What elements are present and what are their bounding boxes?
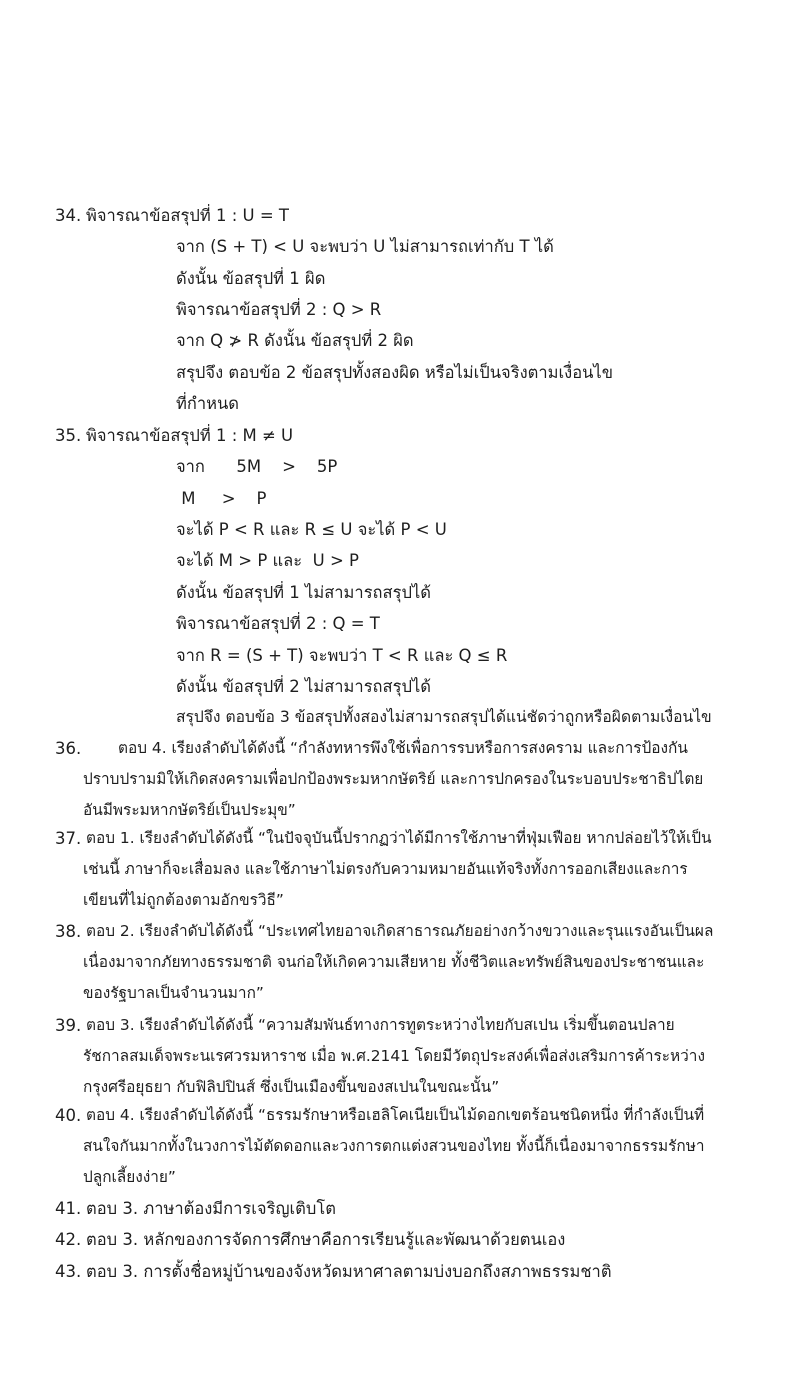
explanation-line: จาก 5M > 5P bbox=[176, 457, 338, 476]
explanation-line: จาก R = (S + T) จะพบว่า T < R และ Q ≤ R bbox=[176, 646, 508, 665]
item-answer: ตอบ 3. ภาษาต้องมีการเจริญเติบโต bbox=[86, 1199, 336, 1218]
item-answer-line bbox=[0, 1010, 800, 1041]
answer-continuation: ของรัฐบาลเป็นจำนวนมาก” bbox=[83, 984, 264, 1002]
item-answer-line bbox=[0, 733, 800, 764]
explanation-line: ดังนั้น ข้อสรุปที่ 1 ผิด bbox=[176, 269, 326, 288]
item-answer-line bbox=[0, 1100, 800, 1131]
item-answer: ตอบ 3. เรียงลำดับได้ดังนี้ “ความสัมพันธ์ทางการทูตระหว่างไทยกับสเปน เริ่มขึ้นตอนปลาย bbox=[86, 1016, 675, 1034]
item-answer: ตอบ 3. หลักของการจัดการศึกษาคือการเรียนรู้และพัฒนาด้วยตนเอง bbox=[86, 1230, 566, 1249]
answer-continuation: ปลูกเลี้ยงง่าย” bbox=[83, 1168, 176, 1186]
item-heading-line bbox=[0, 420, 800, 451]
answer-continuation: เช่นนี้ ภาษาก็จะเสื่อมลง และใช้ภาษาไม่ตรงกับความหมายอันแท้จริงทั้งการออกเสียงและการ bbox=[83, 860, 688, 878]
answer-continuation: กรุงศรีอยุธยา กับฟิลิปปินส์ ซึ่งเป็นเมืองขึ้นของสเปนในขณะนั้น” bbox=[83, 1078, 500, 1096]
item-number: 43. bbox=[55, 1262, 82, 1281]
item-answer: ตอบ 2. เรียงลำดับได้ดังนี้ “ประเทศไทยอาจเกิดสาธารณภัยอย่างกว้างขวางและรุนแรงอันเป็นผล bbox=[86, 922, 714, 940]
answer-item-41 bbox=[0, 1193, 800, 1224]
explanation-line: จาก (S + T) < U จะพบว่า U ไม่สามารถเท่ากับ T ได้ bbox=[176, 237, 554, 256]
item-number: 38. bbox=[55, 922, 82, 941]
explanation-line: พิจารณาข้อสรุปที่ 2 : Q > R bbox=[176, 300, 382, 319]
item-answer-line bbox=[0, 823, 800, 854]
answer-continuation: เขียนที่ไม่ถูกต้องตามอักขรวิธี” bbox=[83, 891, 284, 909]
answer-continuation: รัชกาลสมเด็จพระนเรศวรมหาราช เมื่อ พ.ศ.2141 โดยมีวัตถุประสงค์เพื่อส่งเสริมการค้าระหว่าง bbox=[83, 1047, 705, 1065]
answer-continuation: สนใจกันมากทั้งในวงการไม้ตัดดอกและวงการตกแต่งสวนของไทย ทั้งนี้ก็เนื่องมาจากธรรมรักษา bbox=[83, 1137, 705, 1155]
answer-continuation: อันมีพระมหากษัตริย์เป็นประมุข” bbox=[83, 801, 296, 819]
item-heading: พิจารณาข้อสรุปที่ 1 : M ≠ U bbox=[86, 426, 294, 445]
explanation-line: ที่กำหนด bbox=[176, 394, 240, 413]
explanation-line: จาก Q ≯ R ดังนั้น ข้อสรุปที่ 2 ผิด bbox=[176, 331, 414, 350]
item-heading: พิจารณาข้อสรุปที่ 1 : U = T bbox=[86, 206, 289, 225]
explanation-line: สรุปจึง ตอบข้อ 3 ข้อสรุปทั้งสองไม่สามารถสรุปได้แน่ชัดว่าถูกหรือผิดตามเงื่อนไข bbox=[176, 708, 712, 726]
item-number: 35. bbox=[55, 426, 82, 445]
item-answer: ตอบ 4. เรียงลำดับได้ดังนี้ “ธรรมรักษาหรือเฮลิโคเนียเป็นไม้ดอกเขตร้อนชนิดหนึ่ง ที่กำลังเป็นที่ bbox=[86, 1106, 705, 1124]
answer-continuation: ปราบปรามมิให้เกิดสงครามเพื่อปกป้องพระมหากษัตริย์ และการปกครองในระบอบประชาธิปไตย bbox=[83, 770, 704, 788]
item-number: 37. bbox=[55, 829, 82, 848]
item-number: 39. bbox=[55, 1016, 82, 1035]
item-answer: ตอบ 1. เรียงลำดับได้ดังนี้ “ในปัจจุบันนี้ปรากฏว่าได้มีการใช้ภาษาที่ฟุ่มเฟือย หากปล่อยไว้ให้เป็น bbox=[86, 829, 712, 847]
item-answer: ตอบ 4. เรียงลำดับได้ดังนี้ “กำลังทหารพึงใช้เพื่อการรบหรือการสงคราม และการป้องกัน bbox=[118, 739, 688, 757]
answer-item-42 bbox=[0, 1224, 800, 1255]
explanation-line: พิจารณาข้อสรุปที่ 2 : Q = T bbox=[176, 614, 380, 633]
item-number: 42. bbox=[55, 1230, 82, 1249]
item-heading-line bbox=[0, 200, 800, 231]
explanation-line: ดังนั้น ข้อสรุปที่ 2 ไม่สามารถสรุปได้ bbox=[176, 677, 431, 696]
explanation-line: จะได้ P < R และ R ≤ U จะได้ P < U bbox=[176, 520, 447, 539]
item-answer-line bbox=[0, 916, 800, 947]
item-number: 36. bbox=[55, 739, 82, 758]
explanation-line: สรุปจึง ตอบข้อ 2 ข้อสรุปทั้งสองผิด หรือไม่เป็นจริงตามเงื่อนไข bbox=[176, 363, 613, 382]
explanation-line: ดังนั้น ข้อสรุปที่ 1 ไม่สามารถสรุปได้ bbox=[176, 583, 431, 602]
item-answer: ตอบ 3. การตั้งชื่อหมู่บ้านของจังหวัดมหาศาลตามบ่งบอกถึงสภาพธรรมชาติ bbox=[86, 1262, 612, 1281]
answer-continuation: เนื่องมาจากภัยทางธรรมชาติ จนก่อให้เกิดความเสียหาย ทั้งชีวิตและทรัพย์สินของประชาชนและ bbox=[83, 953, 705, 971]
answer-item-43 bbox=[0, 1256, 800, 1287]
item-number: 41. bbox=[55, 1199, 82, 1218]
explanation-line: จะได้ M > P และ U > P bbox=[176, 551, 359, 570]
item-number: 40. bbox=[55, 1106, 82, 1125]
item-number: 34. bbox=[55, 206, 82, 225]
explanation-line: M > P bbox=[176, 489, 267, 508]
